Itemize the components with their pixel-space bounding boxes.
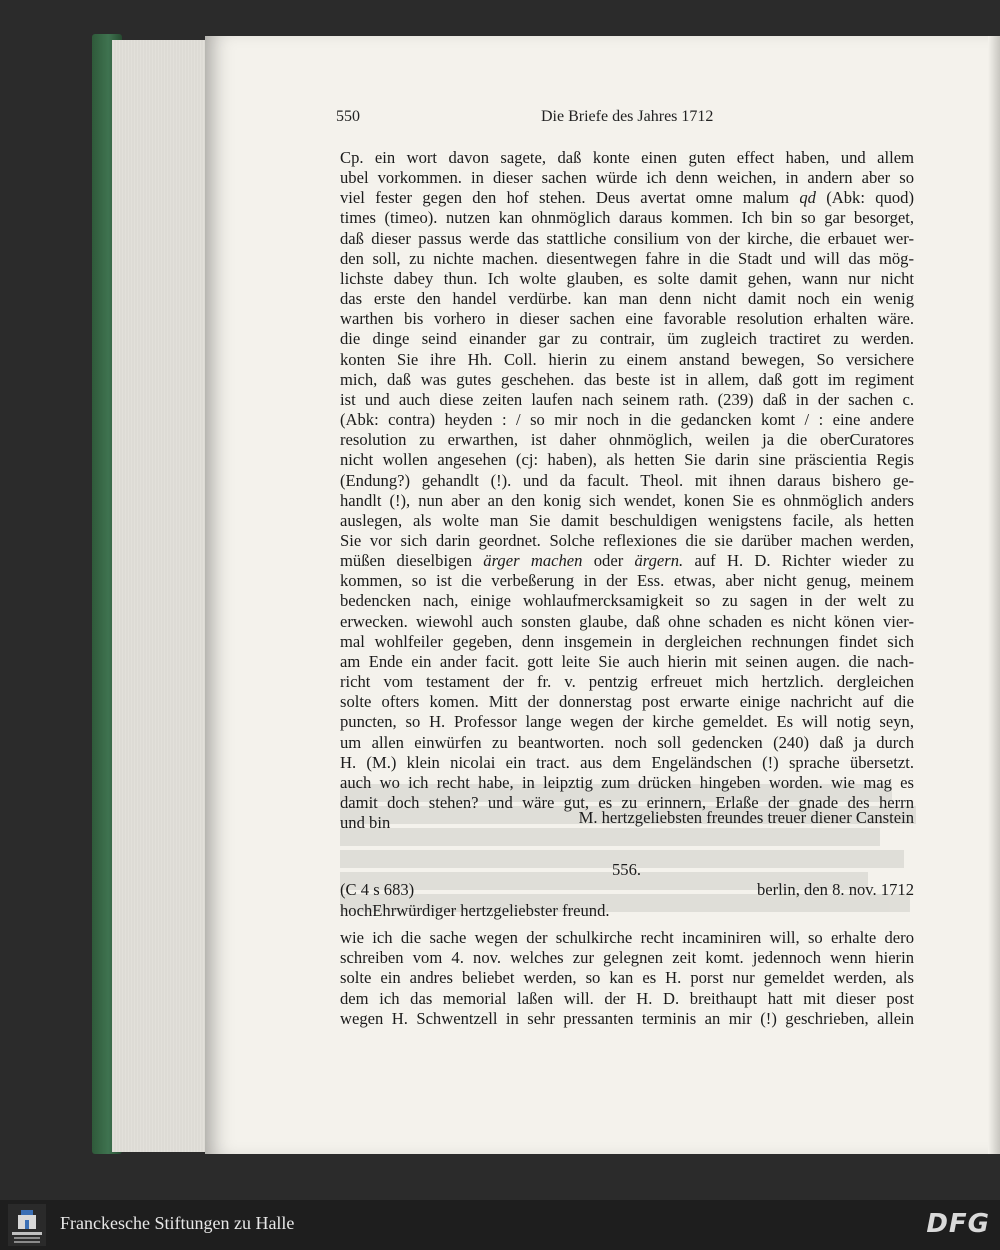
page-gutter (988, 36, 1000, 1154)
italic-abbrev: qd (799, 188, 816, 208)
text-line: puncten, so H. Professor lange wegen der kirche gemeldet. Es will notig seyn, (340, 712, 914, 732)
francke-foundation-logo-icon[interactable] (8, 1204, 46, 1246)
text-line: auch wo ich recht habe, in leipztig zum drücken hingeben worden. wie mag es (340, 772, 914, 792)
text-line: daß dieser passus werde das stattliche consilium von der kirche, die erbauet wer- (340, 228, 914, 248)
italic-phrase: ärgern. (634, 551, 684, 571)
text-line: erwecken. wiewohl auch sonsten glaube, daß ohne schaden es nicht könen vier- (340, 611, 914, 631)
text-line: times (timeo). nutzen kan ohnmöglich daraus kommen. Ich bin so gar besorget, (340, 208, 914, 228)
text-line: (Endung?) gehandlt (!). und da facult. Theol. mit ihnen daraus bishero ge- (340, 470, 914, 490)
letter-dateline: berlin, den 8. nov. 1712 (756, 880, 914, 899)
text-segment: viel fester gegen den hof stehen. Deus avertat omne malum (340, 188, 800, 208)
text-segment: (Abk: quod) (815, 188, 914, 208)
text-line: H. (M.) klein nicolai ein tract. aus dem Engeländschen (!) sprache übersetzt. (340, 752, 914, 772)
letter-closing-signature: M. hertzgeliebsten freundes treuer diener Canstein (578, 808, 914, 827)
text-line (340, 188, 914, 208)
text-line: das erste den handel verdürbe. kan man denn nicht damit noch ein wenig (340, 289, 914, 309)
text-line: und bin (340, 813, 391, 833)
text-line: kommen, so ist die verbeßerung in der Ess. etwas, aber nicht genug, meinem (340, 571, 914, 591)
text-line: (Abk: contra) heyden : / so mir noch in die gedancken komt / : eine andere (340, 410, 914, 430)
letter-556-body (340, 928, 914, 1029)
page-edges (112, 40, 212, 1152)
text-line: solte ein andres beliebet werden, so kan es H. porst nur gemeldet werden, als (340, 968, 914, 988)
text-line (340, 551, 914, 571)
institution-name: Franckesche Stiftungen zu Halle (60, 1213, 295, 1233)
running-title: Die Briefe des Jahres 1712 (541, 108, 714, 125)
text-line: solte ofters komen. Mitt der donnerstag post erwarte einige nachricht auf die (340, 692, 914, 712)
text-line: wie ich die sache wegen der schulkirche recht incaminiren will, so erhalte dero (340, 928, 914, 947)
text-segment: auf H. D. Richter wieder zu (683, 551, 914, 571)
text-line: am Ende ein ander facit. gott leite Sie auch hierin mit seinen augen. die nach- (340, 651, 914, 671)
text-line: mal wohlfeiler gegeben, denn insgemein in dergleichen rechnungen findet sich (340, 631, 914, 651)
viewer-footer-bar (0, 1200, 1000, 1250)
text-segment: oder (582, 551, 635, 571)
text-line: warthen bis vorhero in dieser sachen eine favorable resolution erhalten wäre. (340, 309, 914, 329)
text-line: dem ich das memorial laßen will. der H. D. breithaupt hatt mit dieser post (340, 988, 914, 1008)
text-line: konten Sie ihre Hh. Coll. hierin zu einem anstand bewegen, So versichere (340, 349, 914, 369)
letter-source-reference: (C 4 s 683) (340, 880, 415, 899)
text-line: resolution zu erwarthen, ist daher ohnmöglich, weilen ja die oberCuratores (340, 430, 914, 450)
text-line: um allen einwürfen zu beantworten. noch soll gedencken (240) daß ja durch (340, 732, 914, 752)
text-line: bedencken nach, einige wohlaufmercksamigkeit so zu sagen in der welt zu (340, 591, 914, 611)
text-line: schreiben vom 4. nov. welches zur gelegnen zeit komt. jedennoch wenn hierin (340, 948, 914, 968)
text-line: Sie vor sich darin geordnet. Solche reflexiones die sie darüber machen werden, (340, 530, 914, 550)
text-line: richt vom testament der fr. v. pentzig erfreuet mich hertzlich. dergleichen (340, 672, 914, 692)
letter-555-body (340, 148, 914, 833)
italic-phrase: ärger machen (483, 551, 583, 571)
text-line: auslegen, als wolte man Sie damit beschuldigen wenigstens facile, als hetten (340, 510, 914, 530)
letter-salutation: hochEhrwürdiger hertzgeliebster freund. (340, 901, 610, 920)
text-line: den soll, zu nichte machen. diesentwegen fahre in die Stadt und will das mög- (340, 248, 914, 268)
text-line: damit doch stehen? und wäre gut, es zu erinnern, Erlaße der gnade des herrn (340, 793, 914, 812)
page-number: 550 (336, 108, 360, 125)
text-line: lichste dabey thun. Ich wolte glauben, es solte damit gehen, wann nur nicht (340, 268, 914, 288)
text-line: nicht wollen angesehen (cj: haben), als hetten Sie darin sine präscientia Regis (340, 450, 914, 470)
letter-number: 556. (612, 860, 642, 879)
text-line: wegen H. Schwentzell in sehr pressanten terminis an mir (!) geschrieben, allein (340, 1008, 914, 1028)
text-line: mich, daß was gutes geschehen. das beste ist in allem, daß gott im regiment (340, 369, 914, 389)
text-line: ist und auch diese zeiten laufen nach seinem rath. (239) daß in der sachen c. (340, 389, 914, 409)
text-line: Cp. ein wort davon sagete, daß konte einen guten effect haben, und allem (340, 148, 914, 167)
text-line: ubel vorkommen. in dieser sachen würde ich denn weichen, in andern aber so (340, 168, 914, 188)
dfg-logo[interactable]: DFG (926, 1209, 990, 1239)
text-line: handlt (!), nun aber an den konig sich wendet, konen Sie es ohnmöglich anders (340, 490, 914, 510)
text-segment: müßen dieselbigen (340, 551, 484, 571)
text-line: die dinge seind einander gar zu contrair, üm zugleich tractiret zu werden. (340, 329, 914, 349)
